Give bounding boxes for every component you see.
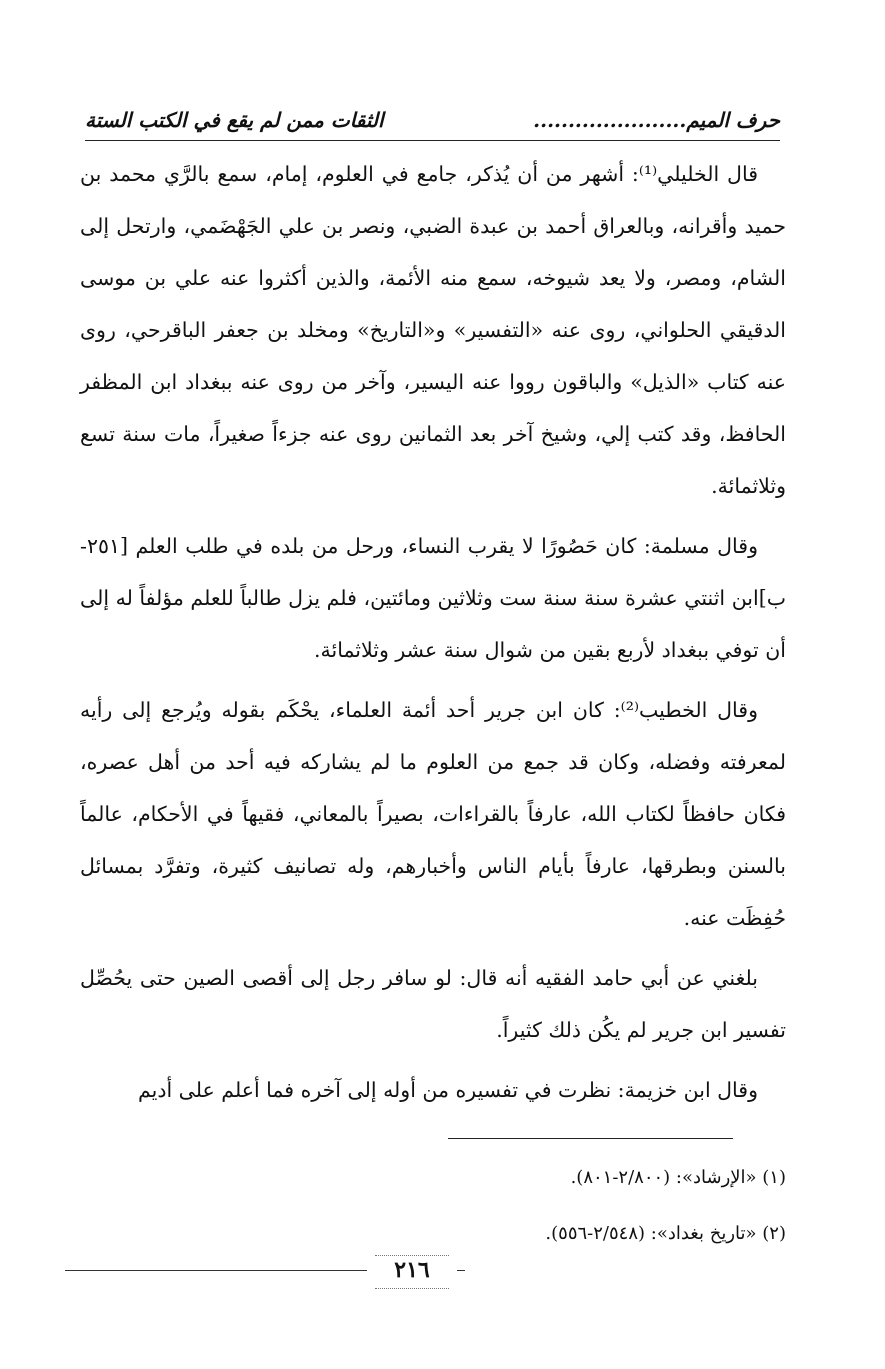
main-text [80, 148, 786, 1116]
footer-rule-left [75, 1270, 380, 1271]
paragraph-ibn-khuzayma: وقال ابن خزيمة: نظرت في تفسيره من أوله إلى آخره فما أعلم على أديم [137, 1078, 758, 1102]
folio-ornament [375, 1288, 449, 1289]
page-number: ٢١٦ [367, 1256, 457, 1286]
paragraph-abu-hamid: بلغني عن أبي حامد الفقيه أنه قال: لو سافر رجل إلى أقصى الصين حتى يحُصِّل تفسير ابن جرير لم يكُن ذلك كثيراً. [80, 966, 786, 1042]
paragraph-maslama: وقال مسلمة: كان حَصُورًا لا يقرب النساء، ورحل من بلده في طلب العلم [٢٥١-ب]ابن اثنتي عشرة سنة سنة ست وثلاثين ومائتين، فلم يزل طالباً للعلم مؤلفاً له إلى أن توفي ببغداد لأربع بقين من شوال سنة عشر وثلاثمائة. [80, 534, 786, 662]
footnote-2: (٢) «تاريخ بغداد»: (٢/٥٤٨-٥٥٦). [545, 1223, 786, 1244]
header-book-title: الثقات ممن لم يقع في الكتب الستة [85, 108, 384, 132]
page-footer [75, 1257, 770, 1298]
footnote-separator [448, 1138, 733, 1139]
footnotes [80, 1150, 786, 1262]
footnote-1: (١) «الإرشاد»: (٢/٨٠٠-٨٠١). [570, 1167, 786, 1188]
paragraph-khatib: وقال الخطيب⁽²⁾: كان ابن جرير أحد أئمة العلماء، يحْكَم بقوله ويُرجع إلى رأيه لمعرفته وفضله، وكان قد جمع من العلوم ما لم يشاركه فيه أحد من أهل عصره، فكان حافظاً لكتاب الله، عارفاً بالقراءات، بصيراً بالمعاني، فقيهاً في الأحكام، عالماً بالسنن وبطرقها، عارفاً بأيام الناس وأخبارهم، وله تصانيف كثيرة، وتفرَّد بمسائل حُفِظَت عنه. [80, 698, 786, 930]
header-section-title: حرف الميم...................... [533, 108, 780, 132]
running-header [85, 100, 780, 141]
paragraph-khalili: قال الخليلي⁽¹⁾: أشهر من أن يُذكر، جامع في العلوم، إمام، سمع بالرَّي محمد بن حميد وأقرانه، وبالعراق أحمد بن عبدة الضبي، ونصر بن علي الجَهْضَمي، وارتحل إلى الشام، ومصر، ولا يعد شيوخه، سمع منه الأئمة، والذين أكثروا عنه علي بن موسى الدقيقي الحلواني، روى عنه «التفسير» و«التاريخ» ومخلد بن جعفر الباقرحي، روى عنه كتاب «الذيل» والباقون رووا عنه اليسير، وآخر من روى عنه ببغداد ابن المظفر الحافظ، وقد كتب إلي، وشيخ آخر بعد الثمانين روى عنه جزءاً صغيراً، مات سنة تسع وثلاثمائة. [80, 162, 786, 498]
